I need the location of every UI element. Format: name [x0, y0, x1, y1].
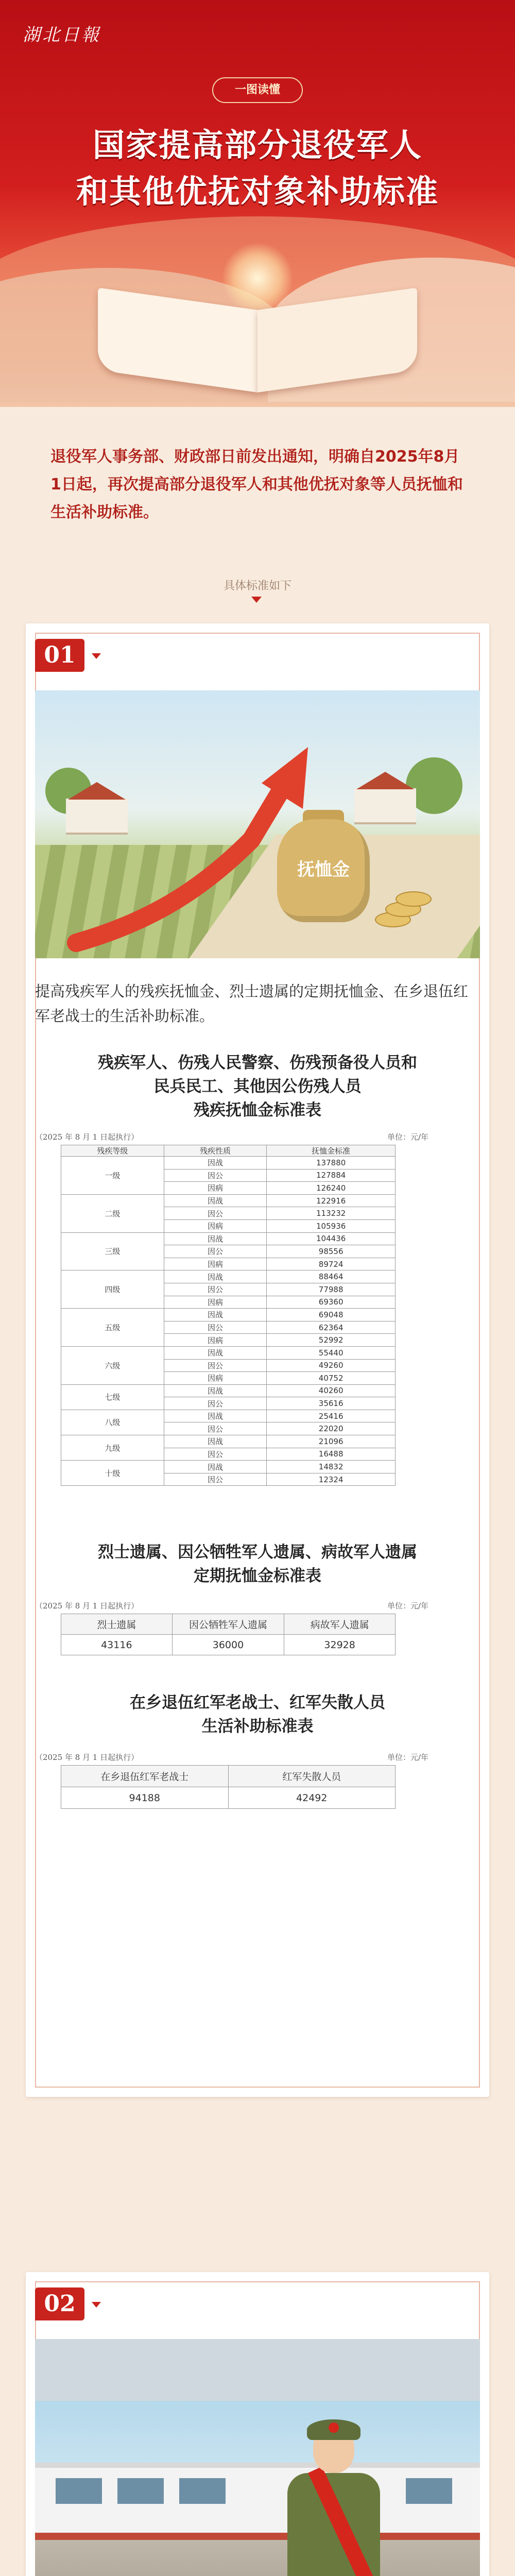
section1-description: 提高残疾军人的残疾抚恤金、烈士遗属的定期抚恤金、在乡退伍红军老战士的生活补助标准。 — [35, 982, 469, 1025]
table-cell-type: 因公 — [164, 1207, 267, 1220]
table-cell-grade: 二级 — [61, 1194, 164, 1232]
newspaper-logo: 湖北日報 — [23, 25, 101, 45]
table-cell-type: 因公 — [164, 1422, 267, 1435]
table-cell-type: 因战 — [164, 1461, 267, 1473]
table-cell-amount: 88464 — [267, 1270, 396, 1283]
table-cell-amount: 137880 — [267, 1157, 396, 1170]
table-cell-grade: 十级 — [61, 1461, 164, 1486]
table-cell-type: 因战 — [164, 1309, 267, 1321]
table-cell-type: 因病 — [164, 1296, 267, 1309]
table-cell-type: 因病 — [164, 1334, 267, 1347]
table-cell-grade: 三级 — [61, 1232, 164, 1270]
table-cell-type: 因战 — [164, 1384, 267, 1397]
table-row — [61, 1194, 396, 1207]
table-cell-amount: 77988 — [267, 1283, 396, 1296]
table-header: 在乡退伍红军老战士 — [61, 1766, 229, 1787]
table3-meta — [35, 1752, 428, 1762]
table-cell-amount: 62364 — [267, 1321, 396, 1334]
table-cell-amount: 127884 — [267, 1169, 396, 1182]
table-cell-type: 因战 — [164, 1410, 267, 1422]
table-row — [61, 1309, 396, 1321]
table-cell-type: 因病 — [164, 1182, 267, 1195]
table-cell: 42492 — [228, 1787, 396, 1809]
tag-pill: 一图读懂 — [212, 77, 303, 103]
saluting-soldier-figure — [277, 2427, 390, 2576]
table-cell-type: 因公 — [164, 1169, 267, 1182]
table-cell: 43116 — [61, 1635, 173, 1655]
table-cell-grade: 七级 — [61, 1384, 164, 1410]
table-row — [61, 1410, 396, 1422]
table1-title-line2: 民兵民工、其他因公伤残人员 — [153, 1077, 362, 1096]
down-arrow-icon — [251, 597, 262, 603]
table1-unit: 单位：元/年 — [387, 1132, 428, 1142]
table-cell-amount: 25416 — [267, 1410, 396, 1422]
open-book-illustration — [98, 289, 417, 392]
survivor-pension-table — [61, 1614, 396, 1655]
table-cell-type: 因公 — [164, 1448, 267, 1461]
table-cell-type: 因公 — [164, 1473, 267, 1486]
down-arrow-icon — [92, 653, 101, 659]
table-row — [61, 1157, 396, 1170]
table-cell-amount: 113232 — [267, 1207, 396, 1220]
table-cell-amount: 122916 — [267, 1194, 396, 1207]
table-cell: 32928 — [284, 1635, 396, 1655]
table-cell-type: 因公 — [164, 1397, 267, 1410]
table-cell-amount: 12324 — [267, 1473, 396, 1486]
table-cell-type: 因战 — [164, 1232, 267, 1245]
table-header: 残疾性质 — [164, 1145, 267, 1157]
table-cell-amount: 40260 — [267, 1384, 396, 1397]
table-header: 因公牺牲军人遗属 — [172, 1614, 284, 1635]
table-cell-amount: 16488 — [267, 1448, 396, 1461]
table-cell-type: 因病 — [164, 1258, 267, 1270]
red-army-subsidy-table — [61, 1765, 396, 1809]
table2-title-line2: 定期抚恤金标准表 — [194, 1567, 321, 1585]
table-cell-type: 因公 — [164, 1321, 267, 1334]
table-cell-type: 因战 — [164, 1346, 267, 1359]
section-number-2: 02 — [35, 2287, 84, 2320]
table-row — [61, 1435, 396, 1448]
table2-effective: （2025 年 8 月 1 日起执行） — [35, 1601, 139, 1611]
table-cell-amount: 105936 — [267, 1219, 396, 1232]
table-row — [61, 1461, 396, 1473]
table-cell-amount: 22020 — [267, 1422, 396, 1435]
table-cell-amount: 35616 — [267, 1397, 396, 1410]
down-arrow-icon — [92, 2302, 101, 2308]
intro-text: 退役军人事务部、财政部日前发出通知，明确自2025年8月1日起，再次提高部分退役军人和其他优抚对象等人员抚恤和生活补助标准。 — [50, 448, 463, 521]
table1-effective: （2025 年 8 月 1 日起执行） — [35, 1132, 139, 1142]
hero-banner — [0, 0, 515, 407]
table-cell-amount: 69048 — [267, 1309, 396, 1321]
table-cell-amount: 98556 — [267, 1245, 396, 1258]
table3-title-line1: 在乡退伍红军老战士、红军失散人员 — [130, 1693, 385, 1712]
table-cell-grade: 九级 — [61, 1435, 164, 1461]
table-row — [61, 1346, 396, 1359]
table-cell-amount: 49260 — [267, 1359, 396, 1372]
table-row — [61, 1384, 396, 1397]
table-cell-type: 因战 — [164, 1435, 267, 1448]
table-cell-type: 因公 — [164, 1283, 267, 1296]
table-cell: 94188 — [61, 1787, 229, 1809]
table-cell-amount: 21096 — [267, 1435, 396, 1448]
table-cell: 36000 — [172, 1635, 284, 1655]
table2-meta — [35, 1600, 428, 1611]
veteran-station-illustration — [35, 2339, 480, 2576]
table-header: 抚恤金标准 — [267, 1145, 396, 1157]
table-cell-amount: 104436 — [267, 1232, 396, 1245]
table-cell-type: 因战 — [164, 1270, 267, 1283]
table-cell-amount: 69360 — [267, 1296, 396, 1309]
table1-title-line1: 残疾军人、伤残人民警察、伤残预备役人员和 — [98, 1054, 417, 1072]
table-cell-grade: 八级 — [61, 1410, 164, 1435]
money-bag-label: 抚恤金 — [297, 859, 350, 880]
table-cell-amount: 126240 — [267, 1182, 396, 1195]
table3-effective: （2025 年 8 月 1 日起执行） — [35, 1753, 139, 1762]
table-cell-type: 因战 — [164, 1157, 267, 1170]
table-row — [61, 1270, 396, 1283]
table-header: 烈士遗属 — [61, 1614, 173, 1635]
table-cell-amount: 40752 — [267, 1372, 396, 1385]
table-header: 残疾等级 — [61, 1145, 164, 1157]
table-cell-type: 因公 — [164, 1245, 267, 1258]
table-cell-amount: 52992 — [267, 1334, 396, 1347]
table-cell-grade: 一级 — [61, 1157, 164, 1195]
table1-meta — [35, 1131, 428, 1142]
page-title-line2: 和其他优抚对象补助标准 — [76, 173, 439, 210]
table3-unit: 单位：元/年 — [387, 1753, 428, 1762]
table-cell-type: 因战 — [164, 1194, 267, 1207]
table2-title-line1: 烈士遗属、因公牺牲军人遗属、病故军人遗属 — [98, 1543, 417, 1562]
pension-illustration — [35, 690, 480, 958]
table2-unit: 单位：元/年 — [387, 1601, 428, 1611]
table-cell-amount: 55440 — [267, 1346, 396, 1359]
table-cell-type: 因病 — [164, 1372, 267, 1385]
table-row — [61, 1232, 396, 1245]
table-cell-type: 因公 — [164, 1359, 267, 1372]
sub-label: 具体标准如下 — [223, 580, 291, 592]
page-title-line1: 国家提高部分退役军人 — [92, 126, 422, 164]
table-header: 红军失散人员 — [228, 1766, 396, 1787]
table-cell-grade: 六级 — [61, 1346, 164, 1384]
table-cell-amount: 89724 — [267, 1258, 396, 1270]
disability-pension-table — [61, 1145, 396, 1486]
section-number-1: 01 — [35, 639, 84, 672]
table-cell-amount: 14832 — [267, 1461, 396, 1473]
table-cell-type: 因病 — [164, 1219, 267, 1232]
table-cell-grade: 四级 — [61, 1270, 164, 1309]
table1-title-line3: 残疾抚恤金标准表 — [194, 1101, 321, 1120]
table-cell-grade: 五级 — [61, 1309, 164, 1347]
table-header: 病故军人遗属 — [284, 1614, 396, 1635]
table3-title-line2: 生活补助标准表 — [201, 1717, 314, 1736]
